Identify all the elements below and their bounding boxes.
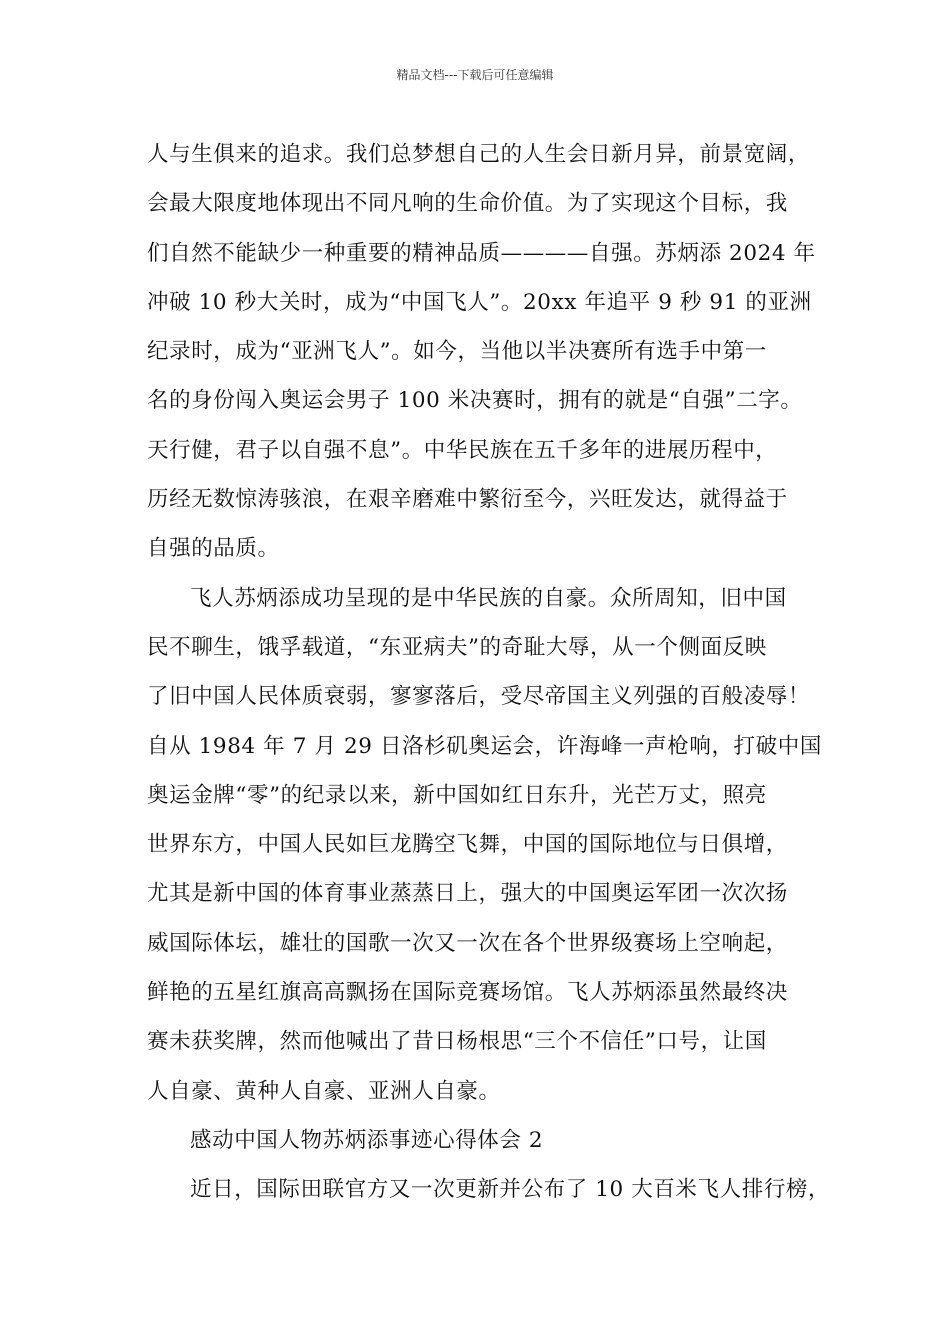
text-line: 世界东方，中国人民如巨龙腾空飞舞，中国的国际地位与日俱增， — [147, 832, 788, 858]
text-line: 天行健，君子以自强不息”。中华民族在五千多年的进展历程中， — [147, 437, 778, 463]
text-line: 奥运金牌“零”的纪录以来，新中国如红日东升，光芒万丈，照亮 — [147, 782, 767, 808]
text-line: 民不聊生，饿孚载道，“东亚病夫”的奇耻大辱，从一个侧面反映 — [147, 634, 767, 660]
paragraph-first-line: 近日，国际田联官方又一次更新并公布了 10 大百米飞人排行榜， — [190, 1177, 831, 1203]
text-line: 尤其是新中国的体育事业蒸蒸日上，强大的中国奥运军团一次次扬 — [147, 881, 788, 907]
section-heading: 感动中国人物苏炳添事迹心得体会 2 — [190, 1127, 544, 1153]
text-line: 人自豪、黄种人自豪、亚洲人自豪。 — [147, 1078, 501, 1104]
text-line: 纪录时，成为“亚洲飞人”。如今，当他以半决赛所有选手中第一 — [147, 339, 767, 365]
text-line: 历经无数惊涛骇浪，在艰辛磨难中繁衍至今，兴旺发达，就得益于 — [147, 487, 788, 513]
text-line: 人与生俱来的追求。我们总梦想自己的人生会日新月异，前景宽阔， — [147, 142, 811, 167]
text-line: 威国际体坛，雄壮的国歌一次又一次在各个世界级赛场上空响起， — [147, 930, 788, 956]
text-line: 们自然不能缺少一种重要的精神品质————自强。苏炳添 2024 年 — [147, 240, 816, 266]
paragraph-first-line: 飞人苏炳添成功呈现的是中华民族的自豪。众所周知，旧中国 — [190, 585, 787, 611]
text-line: 自从 1984 年 7 月 29 日洛杉矶奥运会，许海峰一声枪响，打破中国 — [147, 733, 822, 759]
text-line: 名的身份闯入奥运会男子 100 米决赛时，拥有的就是“自强”二字。 — [147, 388, 803, 414]
text-line: 冲破 10 秒大关时，成为“中国飞人”。20xx 年追平 9 秒 91 的亚洲 — [147, 289, 812, 315]
text-line: 了旧中国人民体质衰弱，寥寥落后，受尽帝国主义列强的百般凌辱！ — [147, 684, 811, 710]
page-header: 精品文档---下载后可任意编辑 — [396, 68, 554, 82]
document-body — [147, 130, 837, 1215]
text-line: 会最大限度地体现出不同凡响的生命价值。为了实现这个目标，我 — [147, 191, 788, 217]
text-line: 赛未获奖牌，然而他喊出了昔日杨根思“三个不信任”口号，让国 — [147, 1029, 767, 1055]
text-line: 鲜艳的五星红旗高高飘扬在国际竞赛场馆。飞人苏炳添虽然最终决 — [147, 980, 788, 1006]
text-line: 自强的品质。 — [147, 536, 280, 562]
